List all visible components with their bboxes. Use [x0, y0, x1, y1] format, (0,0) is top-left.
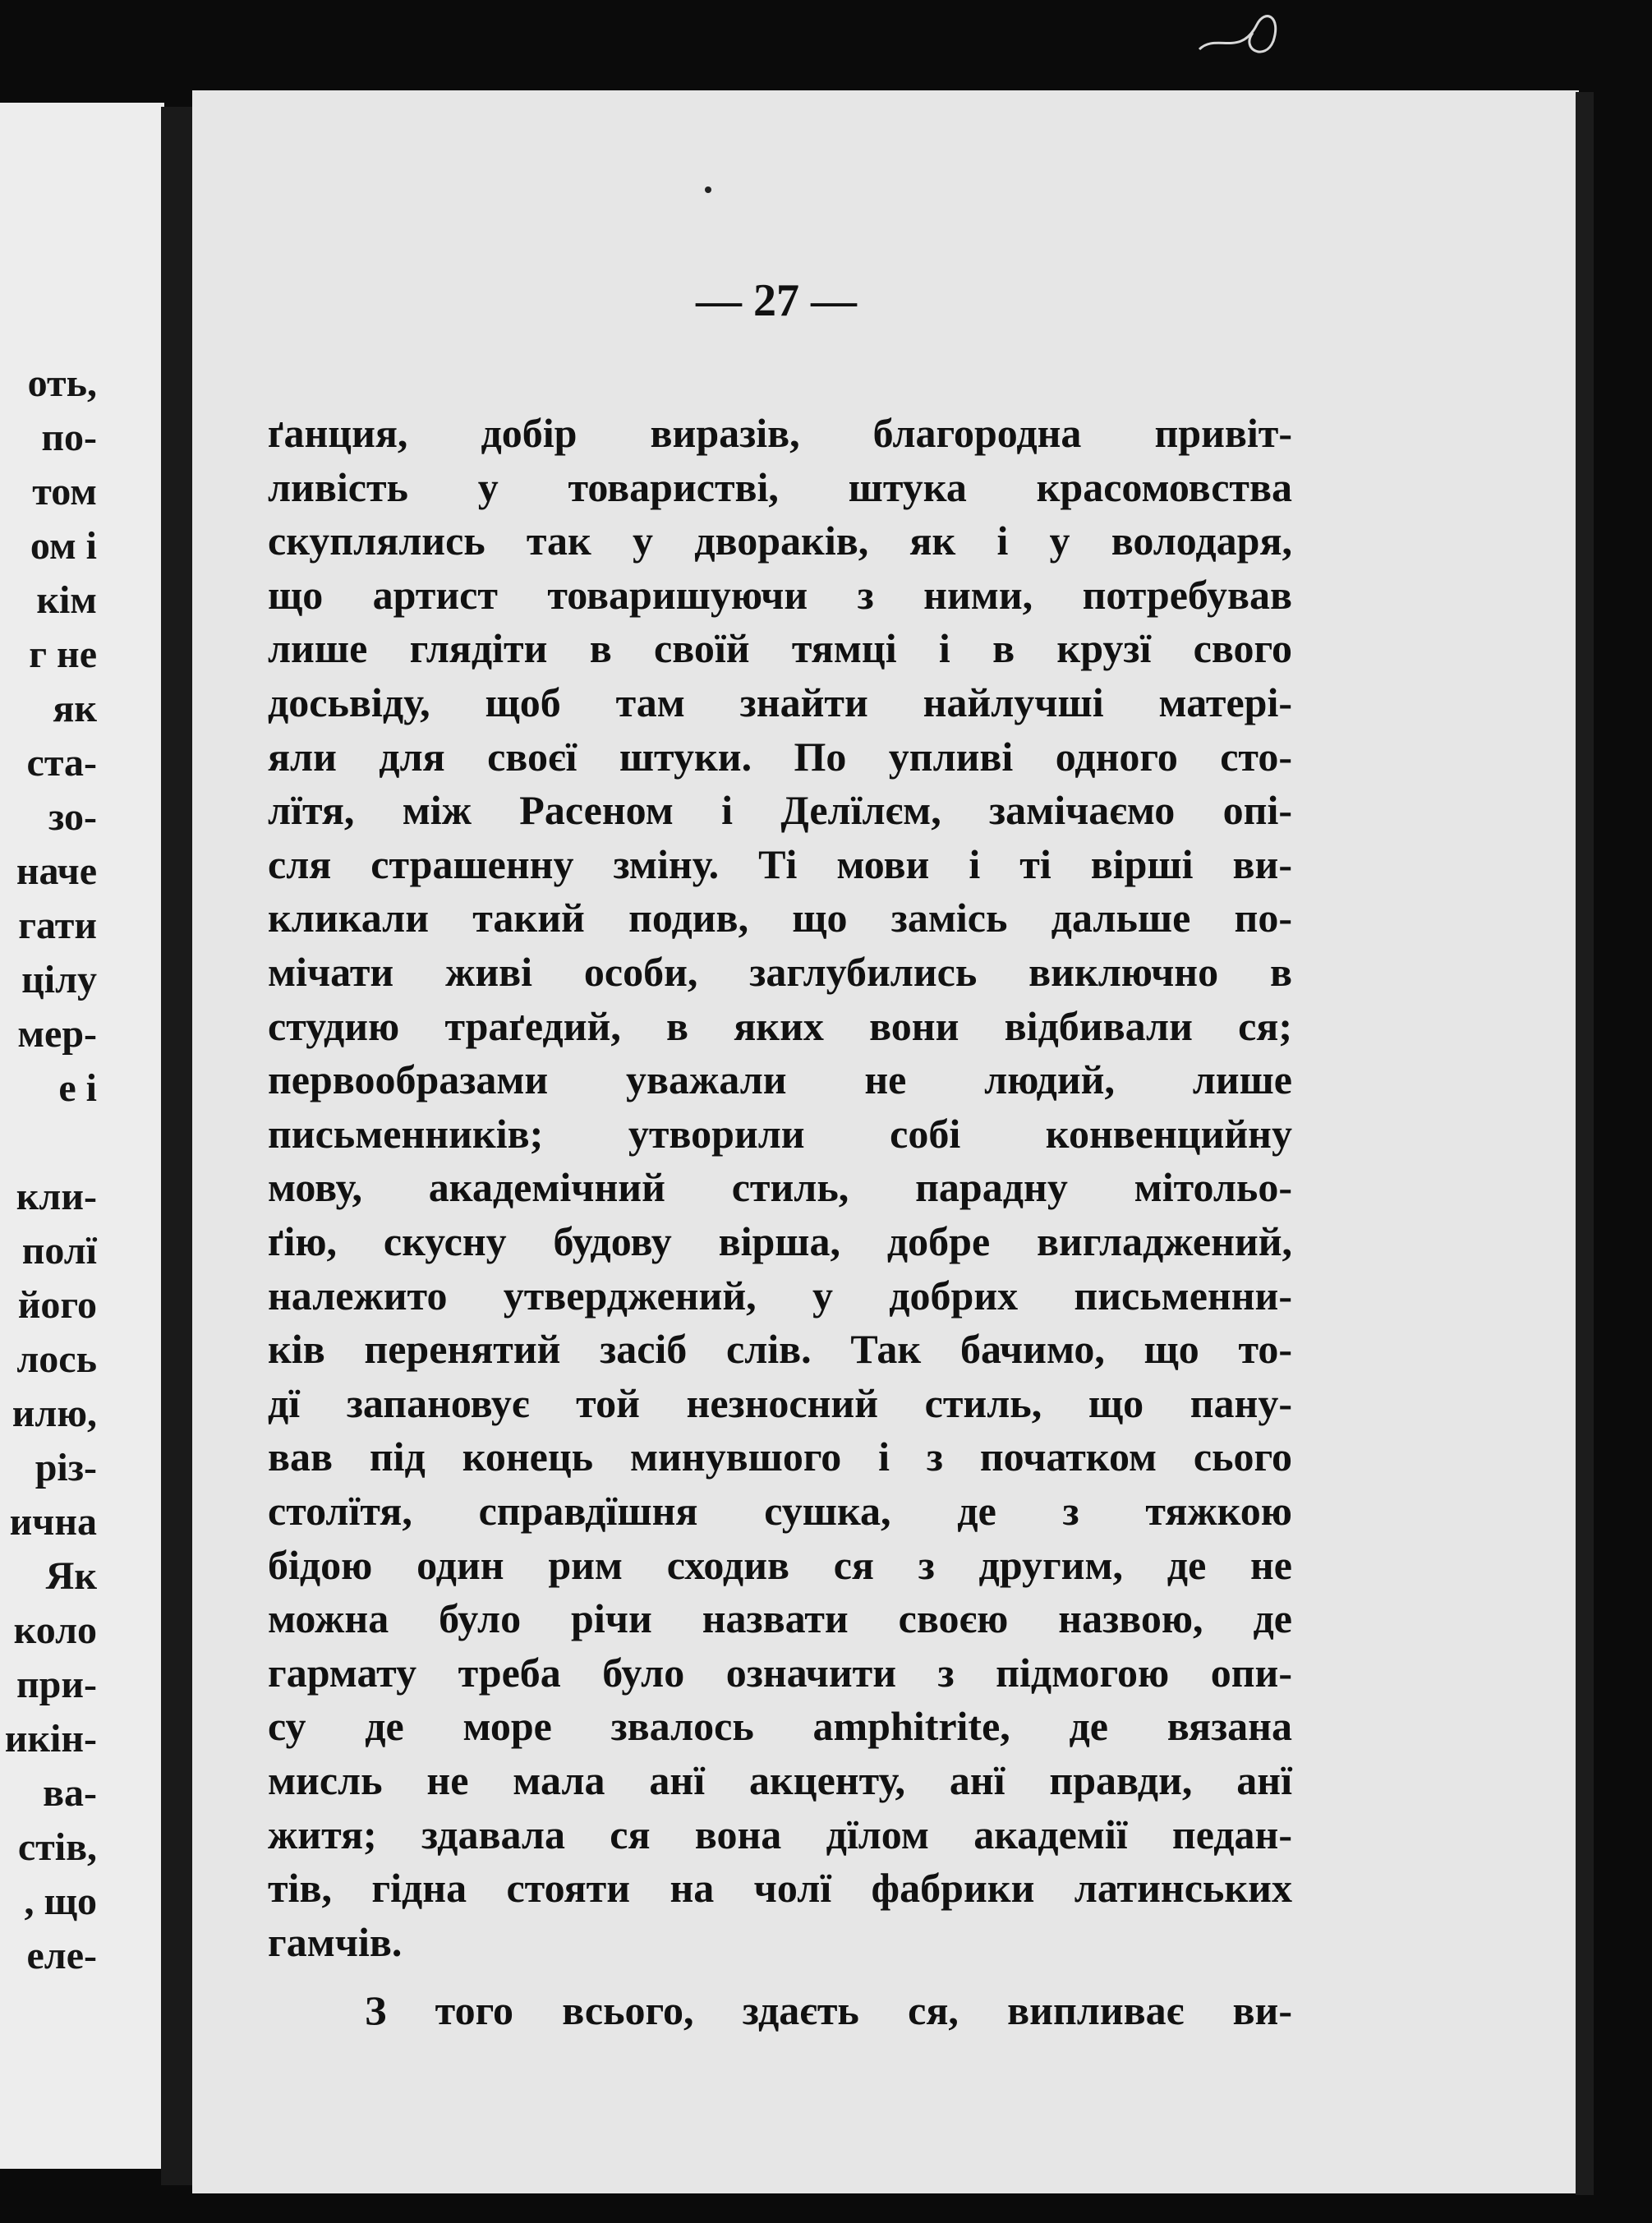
text-line: лише глядіти в своїй тямці і в крузї свого [268, 625, 1292, 672]
text-line: можна було річи назвати своєю назвою, де [268, 1595, 1292, 1642]
text-line: кликали такий подив, що замісь дальше по- [268, 895, 1292, 941]
facing-page-fragment: кім [36, 578, 97, 622]
text-line: дї запановує той незносний стиль, що пану- [268, 1379, 1292, 1426]
text-line: гамчів. [268, 1918, 403, 1965]
page-edge-shadow [1576, 92, 1594, 2195]
text-line: досьвіду, щоб там знайти найлучші матері- [268, 679, 1292, 725]
facing-page-fragment: кли- [16, 1175, 97, 1218]
text-line: ків перенятий засіб слів. Так бачимо, що то- [268, 1326, 1292, 1373]
facing-page-fragment: том [32, 470, 97, 513]
text-line: письменників; утворили собі конвенцийну [268, 1110, 1292, 1157]
text-line: гармату треба було означити з підмогою опи- [268, 1649, 1292, 1696]
facing-page-fragment: г не [29, 633, 97, 676]
text-line: студию траґедий, в яких вони відбивали ся; [268, 1002, 1292, 1049]
facing-page-fragment: ом і [30, 524, 97, 568]
facing-page-fragment: лось [16, 1337, 97, 1381]
book-gutter [161, 107, 194, 2185]
text-line: тів, гідна стояти на чолї фабрики латинських [268, 1865, 1292, 1912]
facing-page-fragment: е і [58, 1066, 97, 1110]
facing-page-fragment: коло [13, 1609, 97, 1652]
facing-page-fragment: зо- [48, 795, 97, 839]
ink-dot [705, 186, 711, 193]
pencil-mark [1183, 0, 1290, 74]
facing-page-fragment: ста- [26, 741, 97, 785]
text-line: ливість у товаристві, штука красомовства [268, 463, 1292, 510]
page-number: — 27 — [696, 275, 857, 326]
text-line: ґанция, добір виразів, благородна привіт- [268, 410, 1292, 456]
text-line: що артист товаришуючи з ними, потребував [268, 571, 1292, 618]
facing-page-fragment: різ- [35, 1446, 97, 1489]
facing-page [0, 103, 164, 2169]
text-line: су де море звалось amphitrite, де вязана [268, 1703, 1292, 1750]
text-line: лїтя, між Расеном і Делїлєм, замічаємо опі- [268, 787, 1292, 834]
facing-page-fragment: еле- [26, 1934, 97, 1977]
text-line: яли для своєї штуки. По упливі одного сто- [268, 733, 1292, 780]
facing-page-fragment: стів, [17, 1825, 97, 1869]
text-line: сля страшенну зміну. Ті мови і ті вірші ви- [268, 840, 1292, 887]
text-line: мисль не мала анї акценту, анї правди, анї [268, 1757, 1292, 1803]
facing-page-fragment: гати [18, 904, 97, 947]
text-line: вав під конець минувшого і з початком сього [268, 1434, 1292, 1480]
text-line: належито утверджений, у добрих письменни- [268, 1272, 1292, 1319]
text-line: бідою один рим сходив ся з другим, де не [268, 1541, 1292, 1588]
facing-page-fragment: , що [24, 1880, 97, 1923]
facing-page-fragment: його [17, 1283, 97, 1327]
facing-page-fragment: по- [41, 416, 97, 459]
facing-page-fragment: ична [9, 1500, 97, 1544]
text-line: мічати живі особи, заглубились виключно в [268, 949, 1292, 995]
facing-page-fragment: илю, [12, 1392, 97, 1435]
text-line: первообразами уважали не людий, лише [268, 1056, 1292, 1103]
text-line: житя; здавала ся вона дїлом академії педан- [268, 1811, 1292, 1857]
facing-page-fragment: цілу [21, 958, 97, 1001]
text-line: столїтя, справдїшня сушка, де з тяжкою [268, 1488, 1292, 1534]
facing-page-fragment: икін- [4, 1717, 97, 1760]
paragraph-start-line: З того всього, здаєть ся, випливає ви- [365, 1987, 1292, 2034]
facing-page-fragment: як [53, 687, 97, 730]
facing-page-fragment: при- [16, 1663, 97, 1706]
facing-page-fragment: ва- [43, 1771, 97, 1815]
facing-page-fragment: наче [16, 849, 97, 893]
facing-page-fragment: мер- [17, 1012, 97, 1056]
text-line: ґію, скусну будову вірша, добре вигладжений, [268, 1218, 1292, 1264]
facing-page-fragment: оть, [27, 361, 97, 405]
text-line: мову, академічний стиль, парадну мітольо- [268, 1164, 1292, 1211]
facing-page-fragment: Як [45, 1554, 97, 1598]
facing-page-fragment: полї [21, 1229, 97, 1273]
text-line: скуплялись так у двораків, як і у володаря, [268, 518, 1292, 564]
